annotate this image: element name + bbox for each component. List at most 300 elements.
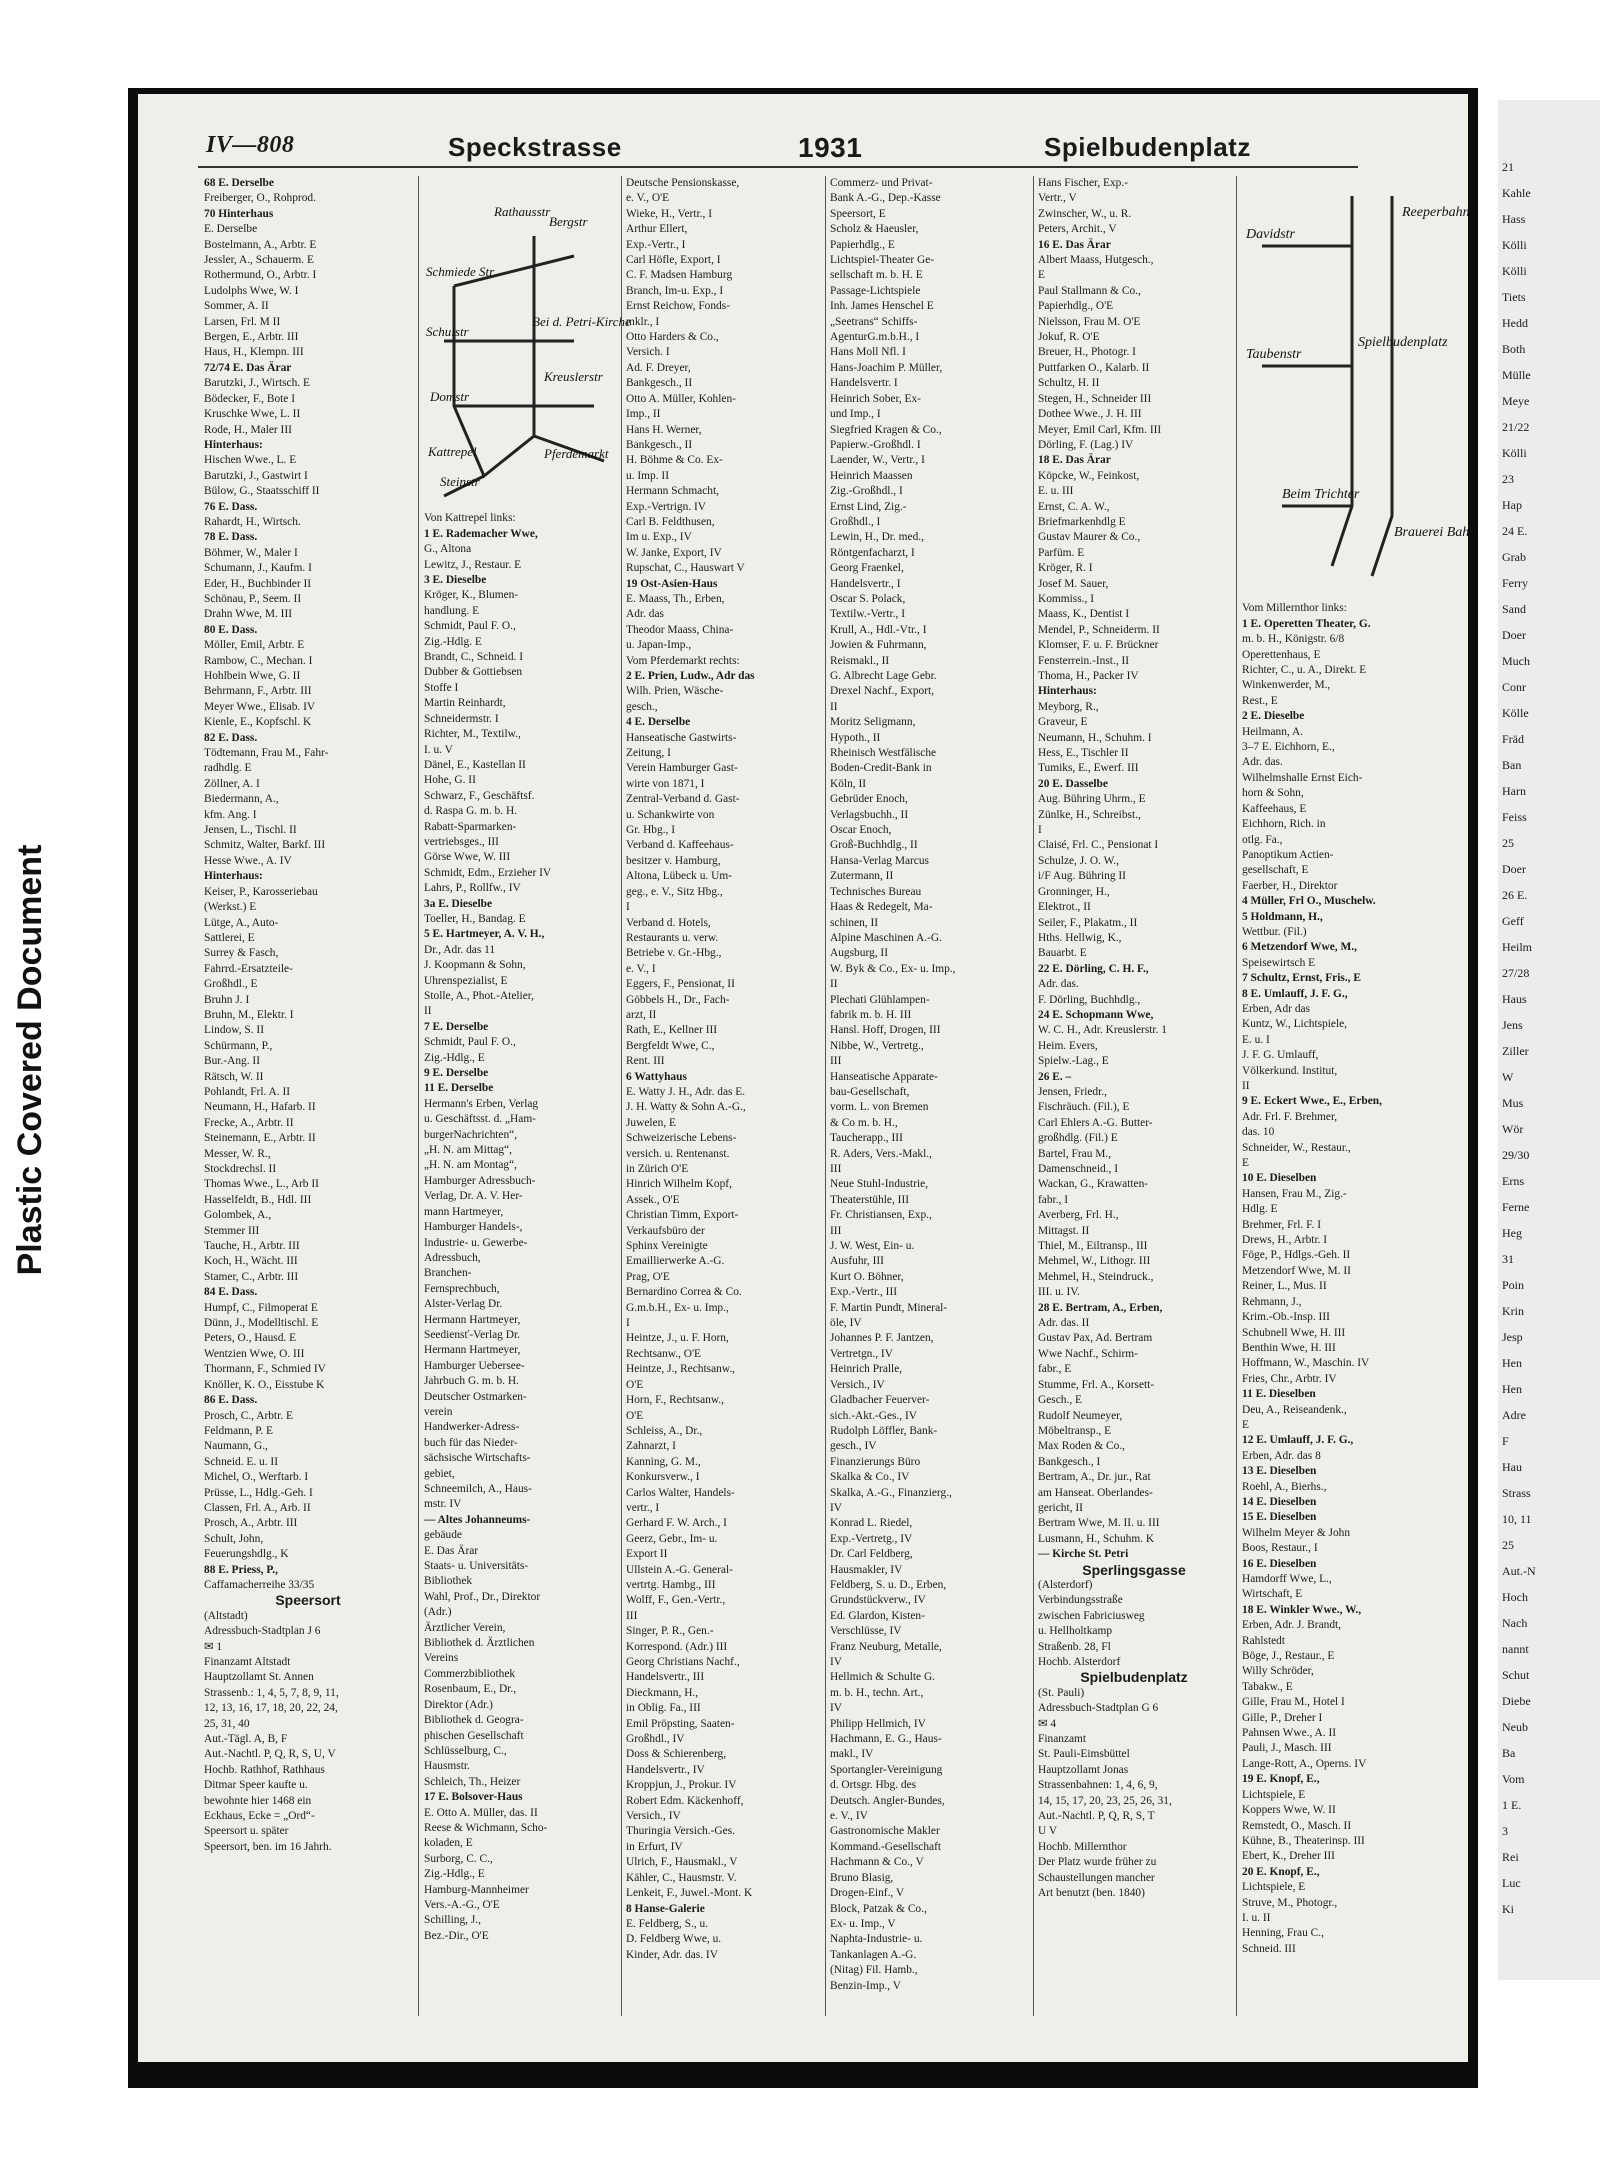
directory-entry: kfm. Ang. I bbox=[204, 808, 257, 821]
directory-entry: Maass, K., Dentist I bbox=[1038, 608, 1130, 621]
directory-entry: Lewitz, J., Restaur. E bbox=[424, 558, 522, 571]
directory-entry: J. Koopmann & Sohn, bbox=[424, 959, 526, 972]
directory-entry: 9 E. Derselbe bbox=[424, 1067, 489, 1080]
directory-entry: Averberg, Frl. H., bbox=[1038, 1209, 1119, 1222]
page-fragment-text: 31 bbox=[1502, 1252, 1514, 1266]
directory-entry: Sommer, A. II bbox=[204, 300, 269, 313]
directory-entry: Thormann, F., Schmied IV bbox=[204, 1363, 326, 1376]
directory-entry: Bibliothek bbox=[424, 1575, 473, 1588]
page-fragment-text: 21 bbox=[1502, 160, 1514, 174]
directory-entry: Imp., II bbox=[626, 408, 661, 421]
directory-entry: Schneidermstr. I bbox=[424, 712, 499, 725]
directory-entry: Johannes P. F. Jantzen, bbox=[830, 1332, 934, 1345]
directory-entry: F. Dörling, Buchhdlg., bbox=[1038, 993, 1141, 1006]
page-fragment-text: Conr bbox=[1502, 680, 1526, 694]
directory-entry: 3a E. Dieselbe bbox=[424, 897, 493, 910]
directory-entry: Nibbe, W., Vertretg., bbox=[830, 1039, 924, 1052]
directory-entry: Fensterrein.-Inst., II bbox=[1038, 654, 1130, 667]
map-label: Bergstr bbox=[549, 214, 588, 229]
directory-entry: Hansen, Frau M., Zig.- bbox=[1242, 1187, 1347, 1200]
directory-entry: Spielbudenplatz bbox=[1080, 1669, 1188, 1686]
directory-entry: Rosenbaum, E., Dr., bbox=[424, 1683, 517, 1696]
directory-entry: Aut.-Nachtl. P, Q, R, S, U, V bbox=[204, 1748, 336, 1761]
directory-entry: Schilling, J., bbox=[424, 1914, 481, 1927]
directory-entry: Jensen, L., Tischl. II bbox=[204, 824, 297, 837]
directory-entry: Hesse Wwe., A. IV bbox=[204, 854, 292, 867]
page-fragment-text: Strass bbox=[1502, 1486, 1531, 1500]
directory-entry: 6 Wattyhaus bbox=[626, 1070, 687, 1083]
directory-entry: Kähler, C., Hausmstr. V. bbox=[626, 1871, 737, 1884]
directory-entry: Export II bbox=[626, 1548, 668, 1561]
map-label: Spielbudenplatz bbox=[1358, 335, 1448, 350]
directory-entry: Vom Millernthor links: bbox=[1242, 602, 1347, 615]
directory-entry: Reismakl., II bbox=[830, 654, 890, 667]
directory-entry: Geerz, Gebr., Im- u. bbox=[626, 1532, 718, 1545]
directory-entry: Schleiss, A., Dr., bbox=[626, 1424, 703, 1437]
directory-entry: Schaustellungen mancher bbox=[1038, 1871, 1155, 1884]
directory-entry: Staats- u. Universitäts- bbox=[424, 1560, 529, 1573]
directory-entry: Albert Maass, Hutgesch., bbox=[1038, 254, 1154, 267]
directory-entry: Kroppjun, J., Prokur. IV bbox=[626, 1779, 737, 1792]
page-fragment-text: nannt bbox=[1502, 1642, 1529, 1656]
directory-entry: Zeitung, I bbox=[626, 747, 671, 760]
directory-entry: u. Japan-Imp., bbox=[626, 639, 692, 652]
directory-entry: Handelsvertr., I bbox=[830, 577, 901, 590]
page-fragment-text: Wör bbox=[1502, 1122, 1524, 1136]
directory-entry: Bülow, G., Staatsschiff II bbox=[204, 485, 320, 498]
directory-entry: Hamburger Uebersee- bbox=[424, 1359, 525, 1372]
page-fragment-text: Doer bbox=[1502, 862, 1526, 876]
directory-entry: Jahrbuch G. m. b. H. bbox=[424, 1375, 519, 1388]
directory-entry: Hansl. Hoff, Drogen, III bbox=[830, 1024, 941, 1037]
page-fragment-text: Ferry bbox=[1502, 576, 1528, 590]
directory-entry: Kaffeehaus, E bbox=[1242, 802, 1307, 815]
directory-entry: mstr. IV bbox=[424, 1498, 462, 1511]
directory-entry: 20 E. Knopf, E., bbox=[1242, 1865, 1320, 1878]
directory-entry: Schneid. E. u. II bbox=[204, 1455, 279, 1468]
map-label: Rathausstr bbox=[494, 204, 551, 219]
directory-entry: Erben, Adr das bbox=[1242, 1002, 1311, 1015]
directory-entry: Betriebe v. Gr.-Hbg., bbox=[626, 947, 722, 960]
directory-entry: Heintze, J., u. F. Horn, bbox=[626, 1332, 729, 1345]
map-label: Steinstr bbox=[440, 474, 480, 489]
directory-entry: Klomser, F. u. F. Brückner bbox=[1038, 639, 1159, 652]
year-heading: 1931 bbox=[798, 132, 863, 163]
directory-entry: Oscar Enoch, bbox=[830, 824, 892, 837]
directory-entry: Fr. Christiansen, Exp., bbox=[830, 1209, 932, 1222]
page-fragment-text: Adre bbox=[1502, 1408, 1526, 1422]
directory-entry: Bauarbt. E bbox=[1038, 947, 1087, 960]
map-label: Kattrepel bbox=[428, 444, 477, 459]
directory-entry: Drews, H., Arbtr. I bbox=[1242, 1234, 1328, 1247]
directory-entry: Göbbels H., Dr., Fach- bbox=[626, 993, 730, 1006]
directory-entry: III. u. IV. bbox=[1038, 1286, 1080, 1299]
directory-entry: mann Hartmeyer, bbox=[424, 1205, 504, 1218]
directory-entry: Hanseatische Apparate- bbox=[830, 1070, 938, 1083]
directory-entry: 3 E. Dieselbe bbox=[424, 574, 487, 587]
directory-entry: Stemmer III bbox=[204, 1224, 260, 1237]
directory-entry: Schulze, J. O. W., bbox=[1038, 854, 1119, 867]
directory-entry: Versich., IV bbox=[830, 1378, 885, 1391]
directory-entry: 18 E. Winkler Wwe., W., bbox=[1242, 1603, 1362, 1616]
directory-entry: Großhdl., IV bbox=[626, 1733, 685, 1746]
directory-entry: Franz Neuburg, Metalle, bbox=[830, 1640, 942, 1653]
directory-entry: Sphinx Vereinigte bbox=[626, 1240, 708, 1253]
directory-entry: Gille, Frau M., Hotel I bbox=[1242, 1696, 1345, 1709]
directory-entry: Eggers, F., Pensionat, II bbox=[626, 978, 735, 991]
directory-entry: Hans Fischer, Exp.- bbox=[1038, 177, 1129, 189]
directory-entry: Strassenbahnen: 1, 4, 6, 9, bbox=[1038, 1779, 1158, 1792]
directory-entry: 14, 15, 17, 20, 23, 25, 26, 31, bbox=[1038, 1794, 1172, 1807]
directory-entry: Bankgesch., II bbox=[626, 377, 693, 390]
directory-entry: e. V., I bbox=[626, 962, 656, 975]
page-fragment-text: Nach bbox=[1502, 1616, 1528, 1630]
directory-entry: Rheinisch Westfälische bbox=[830, 747, 937, 760]
directory-entry: O'E bbox=[626, 1409, 644, 1422]
directory-entry: Brandt, C., Schneid. I bbox=[424, 651, 524, 664]
directory-entry: Adr. das. II bbox=[1038, 1317, 1090, 1330]
directory-entry: Philipp Hellmich, IV bbox=[830, 1717, 926, 1730]
directory-entry: Prosch, A., Arbtr. III bbox=[204, 1517, 298, 1530]
directory-entry: Ulrich, F., Hausmakl., V bbox=[626, 1856, 738, 1869]
directory-entry: 6 Metzendorf Wwe, M., bbox=[1242, 941, 1357, 954]
directory-entry: Wahl, Prof., Dr., Direktor bbox=[424, 1590, 541, 1603]
directory-entry: E. Derselbe bbox=[204, 223, 258, 236]
street-map-spielbudenplatz bbox=[1242, 176, 1477, 596]
directory-entry: Schürmann, P., bbox=[204, 1039, 273, 1052]
directory-entry: Böhmer, W., Maler I bbox=[204, 546, 298, 559]
directory-entry: 8 Hanse-Galerie bbox=[626, 1902, 705, 1915]
directory-entry: Rath, E., Kellner III bbox=[626, 1024, 718, 1037]
directory-entry: Ernst, C. A. W., bbox=[1038, 500, 1110, 513]
directory-entry: u. Geschäftsst. d. „Ham- bbox=[424, 1113, 536, 1126]
directory-entry: i/F Aug. Bühring II bbox=[1038, 870, 1126, 883]
directory-entry: Zünlke, H., Schreibst., bbox=[1038, 808, 1141, 821]
column-divider bbox=[825, 176, 826, 2016]
directory-entry: Graveur, E bbox=[1038, 716, 1088, 729]
directory-entry: Hdlg. E bbox=[1242, 1203, 1278, 1216]
directory-entry: Reese & Wichmann, Scho- bbox=[424, 1821, 548, 1834]
directory-entry: Augsburg, II bbox=[830, 947, 889, 960]
page-fragment-text: Hen bbox=[1502, 1356, 1522, 1370]
directory-entry: Hamburger Handels-, bbox=[424, 1221, 523, 1234]
directory-entry: am Hanseat. Oberlandes- bbox=[1038, 1486, 1153, 1499]
directory-entry: I. u. V bbox=[424, 743, 453, 756]
directory-entry: Bertram Wwe, M. II. u. III bbox=[1038, 1517, 1160, 1530]
directory-entry: Block, Patzak & Co., bbox=[830, 1902, 927, 1915]
directory-entry: Carl Höfle, Export, I bbox=[626, 254, 721, 267]
directory-entry: Uhrenspezialist, E bbox=[424, 974, 508, 987]
directory-entry: bau-Gesellschaft, bbox=[830, 1085, 910, 1098]
header-rule bbox=[198, 166, 1358, 168]
directory-entry: Rabatt-Sparmarken- bbox=[424, 820, 517, 833]
directory-entry: Faerber, H., Direktor bbox=[1242, 879, 1338, 892]
directory-entry: Köln, II bbox=[830, 777, 867, 790]
directory-entry: Schneemilch, A., Haus- bbox=[424, 1483, 532, 1495]
directory-entry: 11 E. Derselbe bbox=[424, 1082, 494, 1095]
directory-entry: Hachmann, E. G., Haus- bbox=[830, 1733, 942, 1746]
directory-entry: IV bbox=[830, 1702, 843, 1715]
directory-entry: Görse Wwe, W. III bbox=[424, 851, 511, 864]
directory-entry: Vom Pferdemarkt rechts: bbox=[626, 654, 740, 667]
directory-entry: Bank A.-G., Dep.-Kasse bbox=[830, 192, 941, 205]
page-fragment-text: Feiss bbox=[1502, 810, 1527, 824]
directory-entry: in Oblig. Fa., III bbox=[626, 1702, 701, 1715]
directory-entry: Eckhaus, Ecke = „Ord“- bbox=[204, 1810, 315, 1823]
directory-entry: Kröger, K., Blumen- bbox=[424, 589, 519, 602]
page-fragment-text: Ferne bbox=[1502, 1200, 1530, 1214]
directory-entry: Schwarz, F., Geschäftsf. bbox=[424, 789, 535, 802]
directory-entry: E. Watty J. H., Adr. das E. bbox=[626, 1085, 746, 1098]
directory-entry: 1 E. Rademacher Wwe, bbox=[424, 527, 538, 540]
page-fragment-text: 24 E. bbox=[1502, 524, 1528, 538]
directory-entry: Zahnarzt, I bbox=[626, 1440, 676, 1453]
directory-entry: Biedermann, A., bbox=[204, 793, 279, 806]
directory-entry: Operettenhaus, E bbox=[1242, 648, 1321, 661]
directory-entry: E. u. I bbox=[1242, 1033, 1270, 1046]
directory-entry: Alpine Maschinen A.-G. bbox=[830, 931, 942, 944]
directory-entry: schinen, II bbox=[830, 916, 879, 929]
directory-entry: Spielw.-Lag., E bbox=[1038, 1055, 1109, 1068]
directory-entry: 16 E. Dieselben bbox=[1242, 1557, 1317, 1570]
directory-entry: Papierhdlg., O'E bbox=[1038, 300, 1114, 313]
page-fragment-text: Krin bbox=[1502, 1304, 1524, 1318]
directory-entry: Lindow, S. II bbox=[204, 1024, 265, 1037]
directory-entry: Peters, Archit., V bbox=[1038, 223, 1117, 236]
column-1 bbox=[204, 176, 412, 1855]
directory-entry: Mehmel, H., Steindruck., bbox=[1038, 1270, 1154, 1283]
directory-entry: Inh. James Henschel E bbox=[830, 300, 934, 313]
directory-entry: gesellschaft, E bbox=[1242, 864, 1309, 877]
directory-entry: Prosch, C., Arbtr. E bbox=[204, 1409, 293, 1422]
directory-entry: Schubnell Wwe, H. III bbox=[1242, 1326, 1346, 1339]
directory-entry: Thoma, H., Packer IV bbox=[1038, 670, 1139, 682]
directory-entry: 25, 31, 40 bbox=[204, 1717, 250, 1730]
directory-entry: Fischräuch. (Fil.), E bbox=[1038, 1101, 1130, 1114]
page-fragment-text: 27/28 bbox=[1502, 966, 1530, 980]
directory-entry: Paul Stallmann & Co., bbox=[1038, 284, 1141, 297]
page-fragment-text: Jesp bbox=[1502, 1330, 1523, 1344]
directory-entry: Singer, P. R., Gen.- bbox=[626, 1625, 714, 1638]
directory-entry: Pahnsen Wwe., A. II bbox=[1242, 1727, 1337, 1740]
directory-entry: Lichtspiele, E bbox=[1242, 1881, 1306, 1894]
directory-entry: Kienle, E., Kopfschl. K bbox=[204, 716, 312, 729]
directory-entry: Hellmich & Schulte G. bbox=[830, 1671, 936, 1684]
directory-entry: Kuntz, W., Lichtspiele, bbox=[1242, 1018, 1348, 1031]
directory-entry: Schmitz, Walter, Barkf. III bbox=[204, 839, 326, 852]
page-fragment-text: Mülle bbox=[1502, 368, 1531, 382]
directory-entry: Hochb. Alsterdorf bbox=[1038, 1656, 1121, 1668]
directory-entry: Dieckmann, H., bbox=[626, 1686, 699, 1699]
directory-entry: Bruhn, M., Elektr. I bbox=[204, 1008, 294, 1021]
directory-entry: Hermann Hartmeyer, bbox=[424, 1313, 521, 1326]
directory-entry: Der Platz wurde früher zu bbox=[1038, 1856, 1157, 1869]
directory-entry: das. 10 bbox=[1242, 1126, 1275, 1139]
directory-entry: Konrad L. Riedel, bbox=[830, 1517, 913, 1530]
directory-entry: u. Schankwirte von bbox=[626, 808, 715, 821]
directory-entry: Wwe Nachf., Schirm- bbox=[1038, 1347, 1138, 1360]
directory-entry: Schönau, P., Seem. II bbox=[204, 592, 302, 605]
column-divider bbox=[418, 176, 419, 2016]
directory-entry: Hans Moll Nfl. I bbox=[830, 346, 906, 359]
directory-entry: Hischen Wwe., L. E bbox=[204, 454, 297, 467]
directory-entry: 80 E. Dass. bbox=[204, 623, 258, 636]
directory-entry: 15 E. Dieselben bbox=[1242, 1511, 1317, 1524]
directory-entry: Benzin-Imp., V bbox=[830, 1979, 901, 1992]
directory-entry: Rätsch, W. II bbox=[204, 1070, 264, 1083]
directory-entry: Jokuf, R. O'E bbox=[1038, 331, 1100, 344]
directory-entry: Industrie- u. Gewerbe- bbox=[424, 1236, 528, 1249]
directory-entry: Hans-Joachim P. Müller, bbox=[830, 361, 943, 374]
directory-entry: Finanzierungs Büro bbox=[830, 1455, 921, 1468]
directory-entry: Messer, W. R., bbox=[204, 1147, 271, 1160]
directory-entry: 16 E. Das Ärar bbox=[1038, 238, 1111, 251]
directory-entry: J. F. G. Umlauff, bbox=[1242, 1049, 1319, 1062]
page-fragment-text: Hen bbox=[1502, 1382, 1522, 1396]
directory-entry: Zutermann, II bbox=[830, 870, 894, 883]
directory-entry: Wieke, H., Vertr., I bbox=[626, 207, 713, 220]
directory-entry: Speersort u. später bbox=[204, 1825, 289, 1838]
directory-entry: Struve, M., Photogr., bbox=[1242, 1896, 1338, 1909]
page-fragment-text: Much bbox=[1502, 654, 1530, 668]
directory-entry: (Werkst.) E bbox=[204, 901, 257, 914]
page-fragment-text: 25 bbox=[1502, 836, 1514, 850]
directory-entry: 2 E. Prien, Ludw., Adr das bbox=[626, 670, 755, 682]
directory-entry: Hypoth., II bbox=[830, 731, 881, 744]
directory-entry: Scholz & Haeusler, bbox=[830, 223, 919, 236]
directory-entry: Vereins bbox=[424, 1652, 459, 1665]
directory-entry: Eder, H., Buchbinder II bbox=[204, 577, 312, 590]
directory-entry: 72/74 E. Das Ärar bbox=[204, 361, 292, 374]
directory-entry: IV bbox=[830, 1656, 843, 1668]
directory-entry: Rupschat, C., Hauswart V bbox=[626, 562, 745, 575]
directory-entry: Bez.-Dir., O'E bbox=[424, 1929, 489, 1942]
directory-entry: sellschaft m. b. H. E bbox=[830, 269, 923, 282]
directory-entry: 18 E. Das Ärar bbox=[1038, 454, 1111, 467]
page-number: IV—808 bbox=[206, 132, 295, 158]
directory-entry: fabr., E bbox=[1038, 1363, 1072, 1376]
directory-entry: Aut.-Nachtl. P, Q, R, S, T bbox=[1038, 1810, 1155, 1823]
directory-entry: zwischen Fabriciusweg bbox=[1038, 1609, 1145, 1622]
directory-entry: & Co m. b. H., bbox=[830, 1116, 898, 1129]
directory-entry: radhdlg. E bbox=[204, 762, 252, 775]
directory-entry: Hansa-Verlag Marcus bbox=[830, 854, 929, 867]
directory-entry: Fries, Chr., Arbtr. IV bbox=[1242, 1372, 1337, 1385]
directory-entry: Papierhdlg., E bbox=[830, 238, 895, 251]
directory-entry: Seediensť-Verlag Dr. bbox=[424, 1328, 520, 1341]
directory-entry: Technisches Bureau bbox=[830, 885, 922, 898]
column-3 bbox=[626, 176, 820, 1963]
directory-entry: H. Böhme & Co. Ex- bbox=[626, 454, 723, 467]
directory-entry: I bbox=[1038, 824, 1042, 837]
page-fragment-text: Fräd bbox=[1502, 732, 1524, 746]
directory-entry: 76 E. Dass. bbox=[204, 500, 258, 513]
directory-entry: 68 E. Derselbe bbox=[204, 177, 274, 189]
directory-entry: Stumme, Frl. A., Korsett- bbox=[1038, 1378, 1155, 1391]
directory-entry: W. C. H., Adr. Kreuslerstr. 1 bbox=[1038, 1024, 1167, 1037]
directory-entry: Richter, M., Textilw., bbox=[424, 728, 521, 741]
directory-entry: Adressbuch, bbox=[424, 1251, 481, 1264]
directory-entry: Möbeltransp., E bbox=[1038, 1424, 1112, 1437]
directory-entry: Vertr., V bbox=[1038, 192, 1077, 205]
directory-entry: Barutzki, J., Wirtsch. E bbox=[204, 377, 310, 390]
directory-entry: „H. N. am Montag“, bbox=[424, 1159, 517, 1172]
directory-entry: Hamburg-Mannheimer bbox=[424, 1883, 529, 1896]
directory-entry: m. b. H., Königstr. 6/8 bbox=[1242, 633, 1345, 646]
directory-entry: Speisewirtsch E bbox=[1242, 956, 1316, 969]
directory-entry: III bbox=[830, 1055, 842, 1068]
directory-entry: Lahrs, P., Rollfw., IV bbox=[424, 882, 521, 895]
directory-entry: Erben, Adr. das 8 bbox=[1242, 1449, 1321, 1462]
directory-entry: Verbindungsstraße bbox=[1038, 1594, 1123, 1607]
directory-entry: in Zürich O'E bbox=[626, 1163, 689, 1175]
directory-entry: Von Kattrepel links: bbox=[424, 512, 516, 525]
directory-entry: Verlagsbuchh., II bbox=[830, 808, 909, 821]
directory-entry: Hermann's Erben, Verlag bbox=[424, 1097, 539, 1110]
directory-entry: Kommiss., I bbox=[1038, 592, 1095, 605]
directory-entry: Taucherapp., III bbox=[830, 1132, 903, 1145]
directory-entry: Bruno Blasig, bbox=[830, 1871, 894, 1884]
directory-entry: Golombek, A., bbox=[204, 1209, 272, 1222]
directory-entry: Exp.-Vertr., I bbox=[626, 238, 686, 251]
directory-entry: 22 E. Dörling, C. H. F., bbox=[1038, 962, 1149, 975]
street-heading-left: Speckstrasse bbox=[448, 132, 622, 162]
directory-entry: 9 E. Eckert Wwe., E., Erben, bbox=[1242, 1095, 1382, 1108]
map-label: Pferdemarkt bbox=[544, 446, 609, 461]
directory-entry: Handelsvertr., III bbox=[626, 1671, 705, 1684]
directory-entry: Hans H. Werner, bbox=[626, 423, 702, 436]
page-fragment-text: 23 bbox=[1502, 472, 1514, 486]
directory-entry: Drexel Nachf., Export, bbox=[830, 685, 935, 698]
directory-entry: Claisé, Frl. C., Pensionat I bbox=[1038, 839, 1159, 852]
directory-entry: G. Albrecht Lage Gebr. bbox=[830, 670, 937, 682]
directory-entry: Hochb. Rathhof, Rathhaus bbox=[204, 1763, 325, 1776]
directory-entry: Emaillierwerke A.-G. bbox=[626, 1255, 725, 1268]
page-fragment-text: 29/30 bbox=[1502, 1148, 1530, 1162]
directory-entry: großhdlg. (Fil.) E bbox=[1038, 1132, 1118, 1145]
directory-entry: Frecke, A., Arbtr. II bbox=[204, 1116, 294, 1129]
directory-entry: Thiel, M., Eiltransp., III bbox=[1038, 1240, 1148, 1253]
directory-entry: Doss & Schierenberg, bbox=[626, 1748, 727, 1761]
directory-entry: Köpcke, W., Feinkost, bbox=[1038, 469, 1140, 482]
directory-entry: 24 E. Schopmann Wwe, bbox=[1038, 1008, 1154, 1021]
directory-entry: d. Raspa G. m. b. H. bbox=[424, 805, 518, 818]
directory-entry: 88 E. Priess, P., bbox=[204, 1563, 278, 1576]
directory-entry: gebiet, bbox=[424, 1467, 455, 1480]
directory-entry: Handelsvertr., IV bbox=[626, 1763, 705, 1776]
directory-entry: öle, IV bbox=[830, 1317, 862, 1330]
directory-entry: Hths. Hellwig, K., bbox=[1038, 931, 1122, 944]
directory-entry: Brehmer, Frl. F. I bbox=[1242, 1218, 1321, 1231]
directory-entry: Direktor (Adr.) bbox=[424, 1698, 493, 1711]
directory-entry: Bankgesch., II bbox=[626, 438, 693, 451]
directory-entry: Haus, H., Klempn. III bbox=[204, 346, 304, 359]
directory-entry: Hauptzollamt St. Annen bbox=[204, 1671, 314, 1684]
page-fragment-text: Rei bbox=[1502, 1850, 1519, 1864]
directory-entry: Eichhorn, Rich. in bbox=[1242, 818, 1326, 831]
directory-entry: Bibliothek d. Geogra- bbox=[424, 1714, 524, 1727]
directory-entry: vertrtg. Hambg., III bbox=[626, 1578, 716, 1591]
directory-entry: Heinrich Maassen bbox=[830, 469, 913, 482]
page-fragment-text: Heilm bbox=[1502, 940, 1532, 954]
directory-entry: Jensen, Friedr., bbox=[1038, 1085, 1107, 1098]
directory-entry: St. Pauli-Eimsbüttel bbox=[1038, 1748, 1130, 1761]
directory-entry: Rehmann, J., bbox=[1242, 1295, 1302, 1308]
directory-entry: Michel, O., Werftarb. I bbox=[204, 1471, 309, 1484]
directory-entry: 82 E. Dass. bbox=[204, 731, 258, 744]
page-fragment-text: Haus bbox=[1502, 992, 1527, 1006]
directory-entry: Tabakw., E bbox=[1242, 1680, 1293, 1693]
